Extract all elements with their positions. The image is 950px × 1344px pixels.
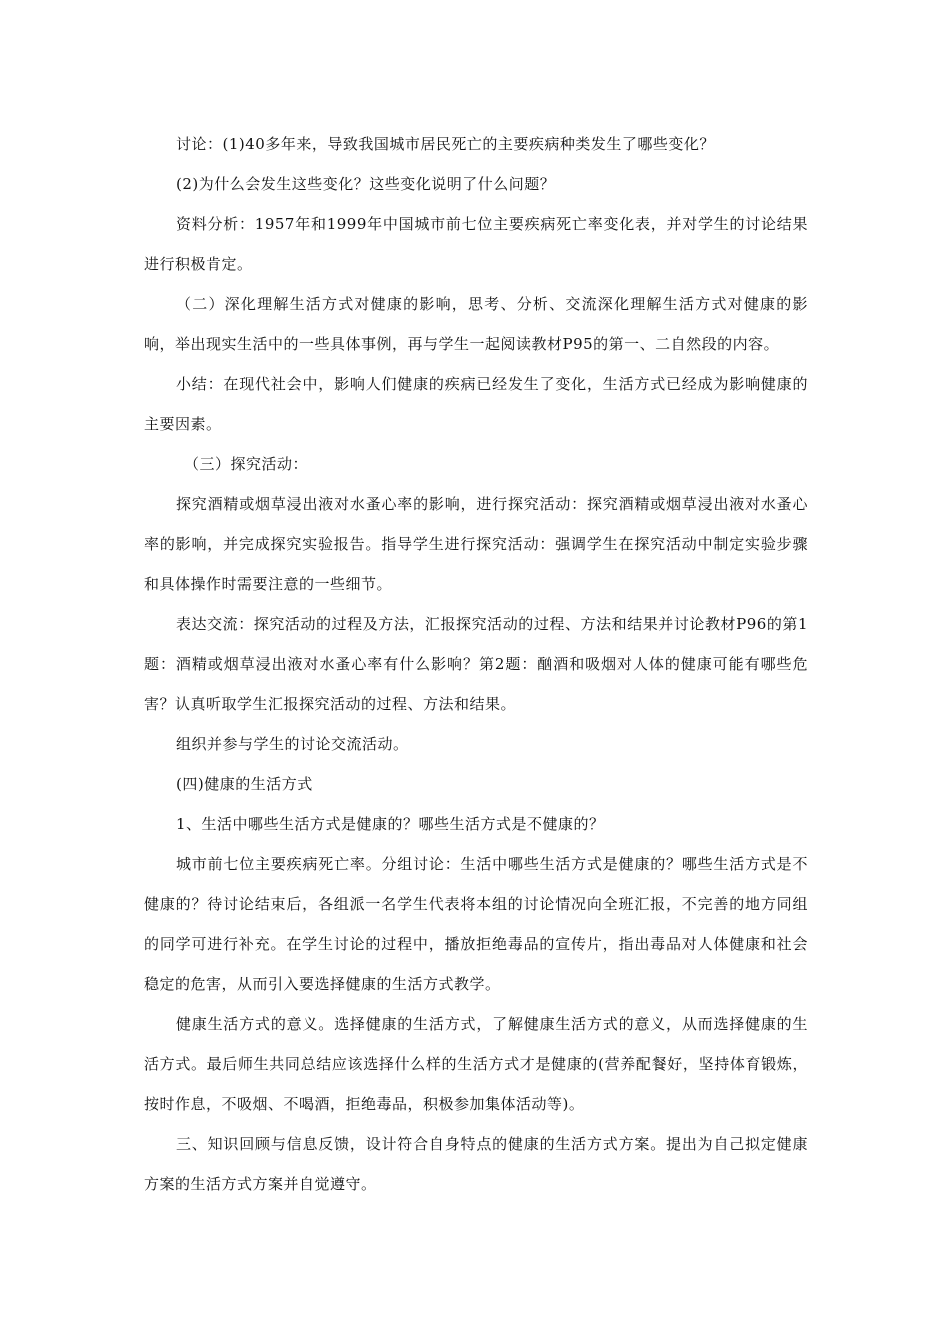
document-body — [144, 124, 808, 1204]
paragraph-section-2: （二）深化理解生活方式对健康的影响，思考、分析、交流深化理解生活方式对健康的影响，举出现实生活中的一些具体事例，再与学生一起阅读教材P95的第一、二自然段的内容。 — [144, 295, 808, 353]
paragraph-question-1: 1、生活中哪些生活方式是健康的？哪些生活方式是不健康的？ — [176, 815, 605, 833]
paragraph-expression: 表达交流：探究活动的过程及方法，汇报探究活动的过程、方法和结果并讨论教材P96的第1题：酒精或烟草浸出液对水蚤心率有什么影响？第2题：酗酒和吸烟对人体的健康可能有哪些危害？认真听取学生汇报探究活动的过程、方法和结果。 — [144, 615, 808, 713]
paragraph-healthy-meaning: 健康生活方式的意义。选择健康的生活方式，了解健康生活方式的意义，从而选择健康的生活方式。最后师生共同总结应该选择什么样的生活方式才是健康的(营养配餐好，坚持体育锻炼，按时作息，不吸烟、不喝酒，拒绝毒品，积极参加集体活动等)。 — [144, 1015, 808, 1113]
paragraph-discussion-1: 讨论：(1)40多年来，导致我国城市居民死亡的主要疾病种类发生了哪些变化？ — [176, 135, 715, 153]
paragraph-section-3-heading: （三）探究活动： — [184, 455, 309, 473]
paragraph-discussion-2: (2)为什么会发生这些变化？这些变化说明了什么问题？ — [176, 175, 556, 193]
paragraph-data-analysis: 资料分析：1957年和1999年中国城市前七位主要疾病死亡率变化表，并对学生的讨论结果进行积极肯定。 — [144, 215, 808, 273]
paragraph-summary: 小结：在现代社会中，影响人们健康的疾病已经发生了变化，生活方式已经成为影响健康的主要因素。 — [144, 375, 808, 433]
paragraph-section-three: 三、知识回顾与信息反馈，设计符合自身特点的健康的生活方式方案。提出为自己拟定健康方案的生活方式方案并自觉遵守。 — [144, 1135, 808, 1193]
paragraph-inquiry: 探究酒精或烟草浸出液对水蚤心率的影响，进行探究活动：探究酒精或烟草浸出液对水蚤心率的影响，并完成探究实验报告。指导学生进行探究活动：强调学生在探究活动中制定实验步骤和具体操作时需要注意的一些细节。 — [144, 495, 808, 593]
paragraph-section-4-heading: (四)健康的生活方式 — [176, 775, 313, 793]
paragraph-organize: 组织并参与学生的讨论交流活动。 — [176, 735, 409, 753]
paragraph-group-discussion: 城市前七位主要疾病死亡率。分组讨论：生活中哪些生活方式是健康的？哪些生活方式是不健康的？待讨论结束后，各组派一名学生代表将本组的讨论情况向全班汇报，不完善的地方同组的同学可进行补充。在学生讨论的过程中，播放拒绝毒品的宣传片，指出毒品对人体健康和社会稳定的危害，从而引入要选择健康的生活方式教学。 — [144, 855, 808, 993]
